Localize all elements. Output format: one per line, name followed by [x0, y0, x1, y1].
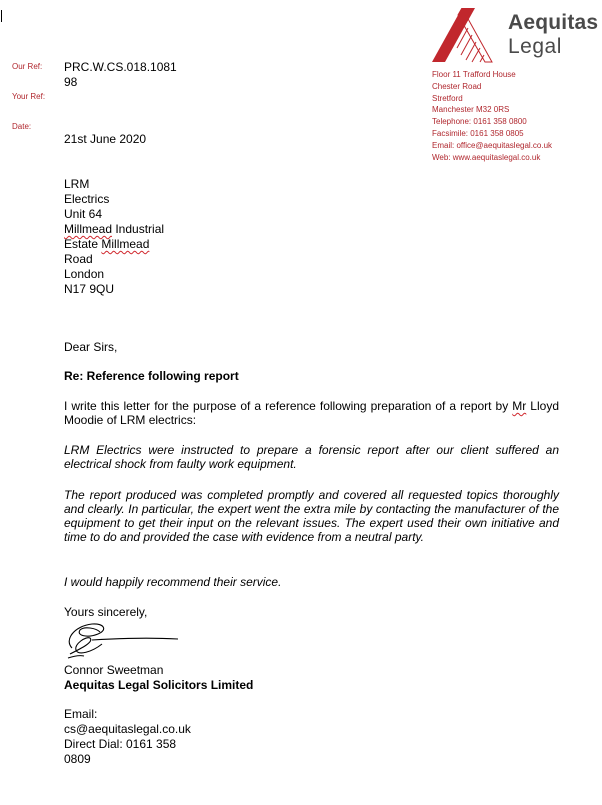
- sender-address: [432, 69, 602, 163]
- recipient-address: [64, 177, 164, 297]
- email-label: Email:: [64, 707, 98, 721]
- letter-date: 21st June 2020: [64, 132, 147, 146]
- closing: Yours sincerely,: [64, 605, 148, 619]
- salutation: Dear Sirs,: [64, 340, 118, 354]
- our-ref-label: Our Ref:: [12, 62, 43, 71]
- direct-dial-continued: 0809: [64, 752, 91, 766]
- subject-line: Re: Reference following report: [64, 369, 239, 383]
- sender-address-line: Chester Road: [432, 81, 482, 91]
- spellcheck-word: Mr: [512, 399, 527, 413]
- date-label: Date:: [12, 122, 32, 131]
- our-ref-value: [64, 60, 177, 90]
- signature: [62, 618, 182, 662]
- text-cursor: [1, 10, 2, 22]
- sender-address-line: Stretford: [432, 93, 463, 103]
- recipient-line: Unit 64: [64, 207, 103, 221]
- spellcheck-word: Millmead: [64, 222, 113, 236]
- sender-email: Email: office@aequitaslegal.co.uk: [432, 140, 553, 150]
- logo-word-aequitas: Aequitas: [508, 11, 599, 34]
- sender-facsimile: Facsimile: 0161 358 0805: [432, 128, 524, 138]
- signatory-name: Connor Sweetman: [64, 663, 164, 677]
- recipient-postcode: N17 9QU: [64, 282, 115, 296]
- logo-mark-icon: [432, 8, 504, 64]
- direct-dial: Direct Dial: 0161 358: [64, 737, 177, 751]
- sender-address-line: Floor 11 Trafford House: [432, 70, 516, 79]
- spellcheck-word: Millmead: [101, 237, 150, 251]
- sender-web: Web: www.aequitaslegal.co.uk: [432, 152, 541, 162]
- signatory-contact: [64, 707, 191, 767]
- paragraph-1: I write this letter for the purpose of a reference following preparation of a report by Mr Lloyd Moodie of LRM electrics:: [64, 399, 559, 427]
- sender-telephone: Telephone: 0161 358 0800: [432, 117, 527, 127]
- signatory-company: Aequitas Legal Solicitors Limited: [64, 678, 254, 692]
- sender-address-line: Manchester M32 0RS: [432, 105, 510, 115]
- recipient-line: Estate Millmead: [64, 237, 150, 251]
- recipient-line: LRM: [64, 177, 90, 191]
- recipient-line: London: [64, 267, 105, 281]
- recipient-line: Electrics: [64, 192, 110, 206]
- signatory-email: cs@aequitaslegal.co.uk: [64, 722, 191, 736]
- paragraph-2: LRM Electrics were instructed to prepare a forensic report after our client suffered an electrical shock from faulty work equipment.: [64, 443, 559, 471]
- recipient-line: Millmead Industrial: [64, 222, 165, 236]
- our-ref-line: PRC.W.CS.018.1081: [64, 60, 177, 74]
- paragraph-4: I would happily recommend their service.: [64, 575, 282, 589]
- logo-word-legal: Legal: [508, 35, 562, 58]
- your-ref-label: Your Ref:: [12, 92, 46, 101]
- recipient-line: Road: [64, 252, 93, 266]
- paragraph-3: The report produced was completed promptly and covered all requested topics thoroughly and clearly. In particular, the expert went the extra mile by contacting the manufacturer of the equipment to get their input on the relevant issues. The expert used their own initiative and time to do and provided the case with evidence from a neutral party.: [64, 488, 559, 544]
- our-ref-line: 98: [64, 75, 78, 89]
